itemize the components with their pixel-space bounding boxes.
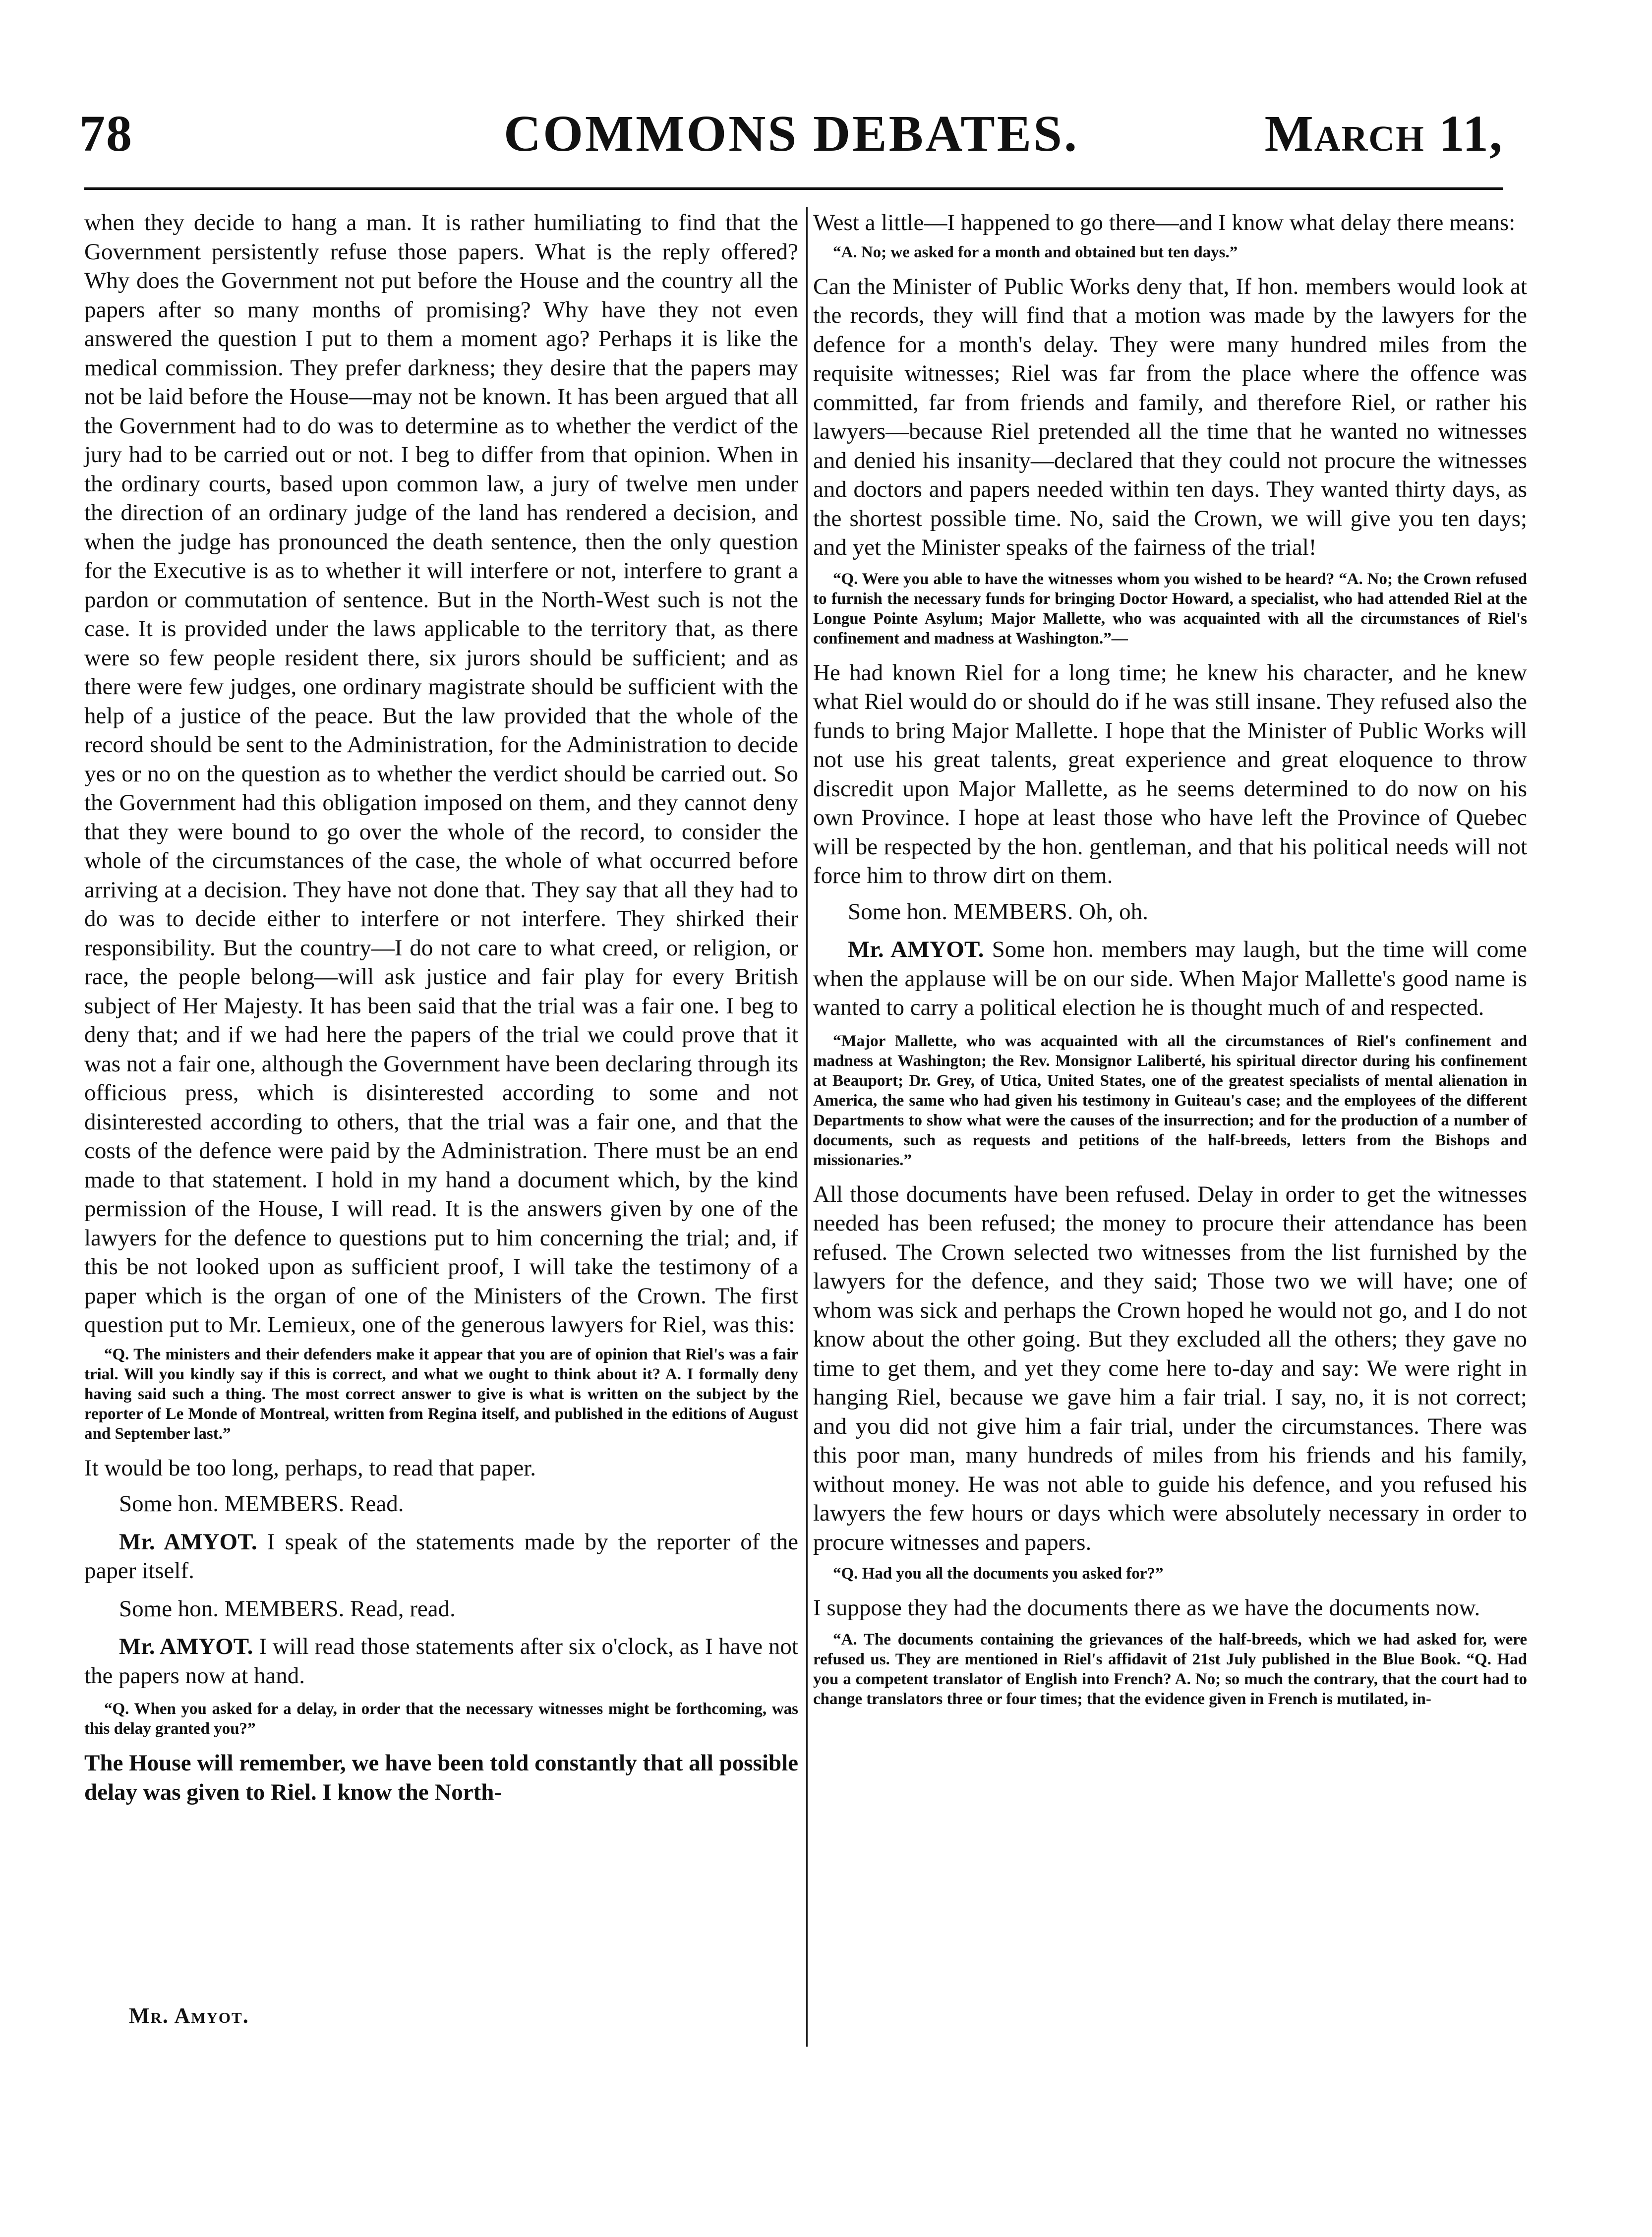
left-quote-2: “Q. When you asked for a delay, in order that the necessary witnesses might be forthcoming, was this delay granted you?” — [84, 1700, 798, 1738]
right-speech-1 — [813, 897, 1527, 927]
speech-text: I speak of the statements made by the reporter of the paper itself. — [84, 1529, 798, 1584]
speaker-name: Mr. AMYOT. — [848, 937, 984, 962]
page-number: 78 — [79, 105, 133, 162]
left-paragraph-2: It would be too long, perhaps, to read that paper. — [84, 1455, 536, 1481]
right-paragraph-2: Can the Minister of Public Works deny that, If hon. members would look at the records, they will find that a motion was made by the lawyers for the defence for a month's delay. They were many hundred miles from the requisite witnesses; Riel was far from the place where the offence was committed, far from friends and family, and therefore Riel, or rather his lawyers—because Riel pretended all the time that he wanted no witnesses and denied his insanity—declared that they could not procure the witnesses and doctors and papers needed within ten days. They wanted thirty days, as the shortest possible time. No, said the Crown, we will give you ten days; and yet the Minister speaks of the fairness of the trial! — [813, 273, 1527, 560]
speech-text: Some hon. MEMBERS. Read, read. — [119, 1595, 456, 1622]
speech-text: Some hon. members may laugh, but the time will come when the applause will be on our side. When Major Mallette's good name is wanted to carry a political election he is thought much of and respected. — [813, 937, 1527, 1020]
speech-text: I will read those statements after six o'clock, as I have not the papers now at hand. — [84, 1634, 798, 1689]
left-column — [84, 208, 798, 1814]
right-speech-2 — [813, 935, 1527, 1022]
page-date: March 11, — [1264, 105, 1503, 162]
right-column — [813, 208, 1527, 1719]
page-footer-signature: Mr. Amyot. — [129, 2003, 249, 2028]
left-speech-1 — [84, 1489, 798, 1519]
left-speech-4 — [84, 1632, 798, 1690]
left-speech-2 — [84, 1528, 798, 1586]
page-header — [79, 104, 1503, 169]
left-quote-1: “Q. The ministers and their defenders make it appear that you are of opinion that Riel's was a fair trial. Will you kindly say if this is correct, and what we ought to think about it? A. I formally deny having said such a thing. The most correct answer to give is what is written on the subject by the reporter of Le Monde of Montreal, written from Regina itself, and published in the editions of August and September last.” — [84, 1345, 798, 1443]
speaker-name: Mr. AMYOT. — [119, 1634, 253, 1659]
right-quote-2: “Q. Were you able to have the witnesses whom you wished to be heard? “A. No; the Crown refused to furnish the necessary funds for bringing Doctor Howard, a specialist, who had attended Riel at the Longue Pointe Asylum; Major Mallette, who was acquainted with all the circumstances of Riel's confinement and madness at Washington.”— — [813, 570, 1527, 648]
speech-text: Some hon. MEMBERS. Oh, oh. — [848, 898, 1148, 925]
speaker-name: Mr. AMYOT. — [119, 1529, 257, 1555]
left-paragraph-1: when they decide to hang a man. It is rather humiliating to find that the Government persistently refuse those papers. What is the reply offered? Why does the Government not put before the House and the country all the papers after so many months of promising? Why have they not even answered the question I put to them a moment ago? Perhaps it is like the medical commission. They prefer darkness; they desire that the papers may not be laid before the House—may not be known. It has been argued that all the Government had to do was to determine as to whether the verdict of the jury had to be carried out or not. I beg to differ from that opinion. When in the ordinary courts, based upon common law, a jury of twelve men under the direction of an ordinary judge of the land has rendered a decision, and when the judge has pronounced the death sentence, then the only question for the Executive is as to whether it will interfere or not, interfere to grant a pardon or commutation of sentence. But in the North-West such is not the case. It is provided under the laws applicable to the territory that, as there were so few people resident there, six jurors should be sufficient; and as there were few judges, one ordinary magistrate should be sufficient with the help of a justice of the peace. But the law provided that the whole of the record should be sent to the Administration, for the Administration to decide yes or no on the question as to whether the verdict should be carried out. So the Government had this obligation imposed on them, and they cannot deny that they were bound to go over the whole of the record, to consider the whole of the circumstances of the case, the whole of what occurred before arriving at a decision. They have not done that. They say that all they had to do was to decide either to interfere or not interfere. They shirked their responsibility. But the country—I do not care to what creed, or religion, or race, the people belong—will ask justice and fair play for every British subject of Her Majesty. It has been said that the trial was a fair one. I beg to deny that; and if we had here the papers of the trial we could prove that it was not a fair one, although the Government have been declaring through its officious press, which is disinterested according to some and not disinterested according to others, that the trial was a fair one, and that the costs of the defence were paid by the Administration. There must be an end made to that statement. I hold in my hand a document which, by the kind permission of the House, I will read. It is the answers given by one of the lawyers for the defence to questions put to him concerning the trial; and, if this be not looked upon as sufficient proof, I will take the testimony of a paper which is the organ of one of the Ministers of the Crown. The first question put to Mr. Lemieux, one of the generous lawyers for Riel, was this: — [84, 210, 798, 1338]
right-paragraph-1: West a little—I happened to go there—and I know what delay there means: — [813, 210, 1516, 235]
right-quote-5: “A. The documents containing the grievances of the half-breeds, which we had asked for, were refused us. They are mentioned in Riel's affidavit of 21st July published in the Blue Book. “Q. Had you a competent translator of English into French? A. No; so much the contrary, that the court had to change translators three or four times; that the evidence given in French is mutilated, in- — [813, 1630, 1527, 1708]
left-speech-3 — [84, 1594, 798, 1624]
right-quote-3: “Major Mallette, who was acquainted with all the circumstances of Riel's confinement and madness at Washington; the Rev. Monsignor Laliberté, his spiritual director during his confinement at Beauport; Dr. Grey, of Utica, United States, one of the greatest specialists of mental alienation in America, the same who had given his testimony in Guiteau's case; and the employees of the different Departments to show what were the causes of the insurrection; and for the production of a number of documents, such as requests and petitions of the half-breeds, letters from the Bishops and missionaries.” — [813, 1032, 1527, 1169]
left-paragraph-3: The House will remember, we have been told constantly that all possible delay was given to Riel. I know the North- — [84, 1750, 798, 1805]
right-quote-4: “Q. Had you all the documents you asked for?” — [833, 1565, 1164, 1583]
right-quote-1: “A. No; we asked for a month and obtained but ten days.” — [833, 243, 1238, 261]
header-rule — [84, 187, 1503, 190]
right-paragraph-4: All those documents have been refused. Delay in order to get the witnesses needed has been refused; the money to procure their attendance has been refused. The Crown selected two witnesses from the list furnished by the lawyers for the defence, and they said; Those two we will have; one of whom was sick and perhaps the Crown hoped he would not go, and I do not know about the other going. But they excluded all the others; they gave no time to get them, and yet they come here to-day and say: We were right in hanging Riel, because we gave him a fair trial. I say, no, it is not correct; and you did not give him a fair trial, under the circumstances. There was this poor man, many hundreds of miles from his friends and his family, without money. He was not able to guide his defence, and you refused his lawyers the few hours or days which were absolutely necessary in order to procure witnesses and papers. — [813, 1181, 1527, 1555]
page-title: COMMONS DEBATES. — [504, 105, 1079, 162]
column-divider — [806, 207, 808, 2047]
speech-text: Some hon. MEMBERS. Read. — [119, 1491, 404, 1517]
right-paragraph-5: I suppose they had the documents there as we have the documents now. — [813, 1595, 1480, 1621]
right-paragraph-3: He had known Riel for a long time; he knew his character, and he knew what Riel would do or should do if he was still insane. They refused also the funds to bring Major Mallette. I hope that the Minister of Public Works will not use his great talents, great experience and great eloquence to throw discredit upon Major Mallette, as he seems determined to do now on his own Province. I hope at least those who have left the Province of Quebec will be respected by the hon. gentleman, and that his political needs will not force him to throw dirt on them. — [813, 659, 1527, 888]
